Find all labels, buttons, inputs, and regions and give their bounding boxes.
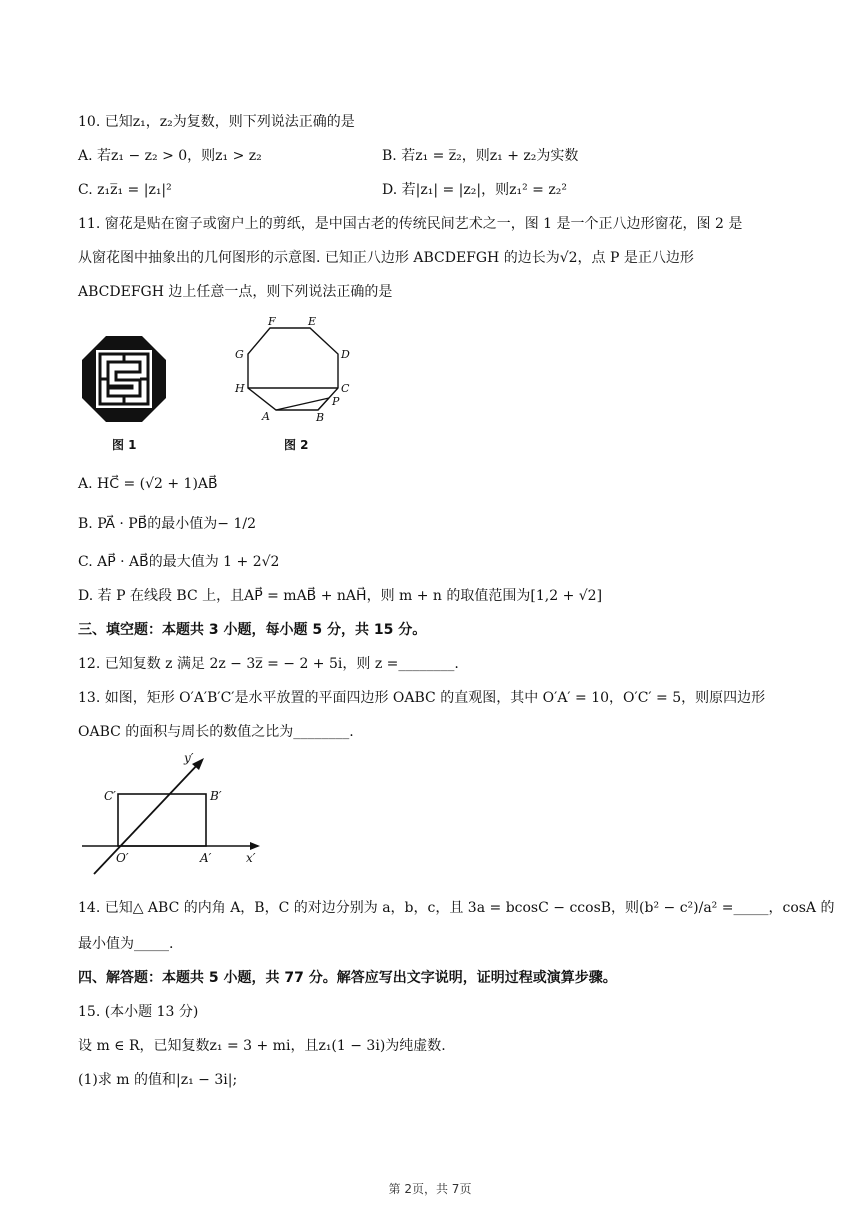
q13-stem-line2: OABC 的面积与周长的数值之比为________. — [78, 724, 354, 740]
q10-option-b: B. 若z₁ = z̅₂，则z₁ + z₂为实数 — [382, 148, 579, 164]
origin-label: O′ — [116, 851, 129, 865]
q12-stem: 12. 已知复数 z 满足 2z − 3z̅ = − 2 + 5i，则 z =________. — [78, 656, 459, 672]
section-4-heading: 四、解答题：本题共 5 小题，共 77 分。解答应写出文字说明，证明过程或演算步骤。 — [78, 970, 617, 986]
q10-option-a: A. 若z₁ − z₂ > 0，则z₁ > z₂ — [78, 148, 262, 164]
point-g-label: G — [235, 348, 244, 361]
window-lattice-figure — [80, 334, 168, 424]
point-h-label: H — [235, 382, 245, 395]
q13-stem-line1: 13. 如图，矩形 O′A′B′C′是水平放置的平面四边形 OABC 的直观图，其中 O′A′ = 10，O′C′ = 5，则原四边形 — [78, 690, 766, 706]
point-f-label: F — [268, 315, 276, 328]
q14-stem-line2: 最小值为_____. — [78, 936, 174, 952]
point-a-prime-label: A′ — [200, 851, 212, 865]
section-3-heading: 三、填空题：本题共 3 小题，每小题 5 分，共 15 分。 — [78, 622, 427, 638]
y-axis-label: y′ — [184, 751, 194, 765]
intuitive-diagram — [80, 750, 280, 880]
point-b-label: B — [316, 411, 325, 424]
point-c-label: C — [341, 382, 350, 395]
q15-stem: 设 m ∈ R，已知复数z₁ = 3 + mi，且z₁(1 − 3i)为纯虚数. — [78, 1038, 446, 1054]
fig2-caption: 图 2 — [284, 438, 309, 452]
q10-option-c: C. z₁z̅₁ = |z₁|² — [78, 182, 172, 198]
q11-option-c: C. AP⃗ · AB⃗的最大值为 1 + 2√2 — [78, 554, 280, 570]
x-axis-label: x′ — [246, 851, 256, 865]
q11-stem-line3: ABCDEFGH 边上任意一点，则下列说法正确的是 — [78, 284, 393, 300]
q11-option-b: B. PA⃗ · PB⃗的最小值为− 1/2 — [78, 516, 256, 532]
q11-stem-line2: 从窗花图中抽象出的几何图形的示意图. 已知正八边形 ABCDEFGH 的边长为√2，点 P 是正八边形 — [78, 250, 694, 266]
q10-stem: 10. 已知z₁，z₂为复数，则下列说法正确的是 — [78, 114, 355, 130]
point-a-label: A — [262, 410, 270, 423]
point-p-label: P — [332, 395, 340, 408]
fig1-caption: 图 1 — [112, 438, 137, 452]
q10-option-d: D. 若|z₁| = |z₂|，则z₁² = z₂² — [382, 182, 567, 198]
point-b-prime-label: B′ — [210, 789, 222, 803]
octagon-diagram — [228, 314, 358, 424]
q15-part1: (1)求 m 的值和|z₁ − 3i|; — [78, 1072, 238, 1088]
point-c-prime-label: C′ — [104, 789, 116, 803]
q14-stem-line1: 14. 已知△ ABC 的内角 A，B，C 的对边分别为 a，b，c，且 3a = bcosC − ccosB，则(b² − c²)/a² =_____，cosA 的 — [78, 900, 835, 916]
q11-option-a: A. HC⃗ = (√2 + 1)AB⃗ — [78, 476, 218, 492]
page-footer: 第 2页，共 7页 — [388, 1182, 472, 1196]
point-e-label: E — [308, 315, 317, 328]
q11-option-d: D. 若 P 在线段 BC 上，且AP⃗ = mAB⃗ + nAH⃗，则 m + n 的取值范围为[1,2 + √2] — [78, 588, 603, 604]
q11-stem-line1: 11. 窗花是贴在窗子或窗户上的剪纸，是中国古老的传统民间艺术之一，图 1 是一个正八边形窗花，图 2 是 — [78, 216, 743, 232]
point-d-label: D — [341, 348, 350, 361]
q15-title: 15. (本小题 13 分) — [78, 1004, 199, 1020]
